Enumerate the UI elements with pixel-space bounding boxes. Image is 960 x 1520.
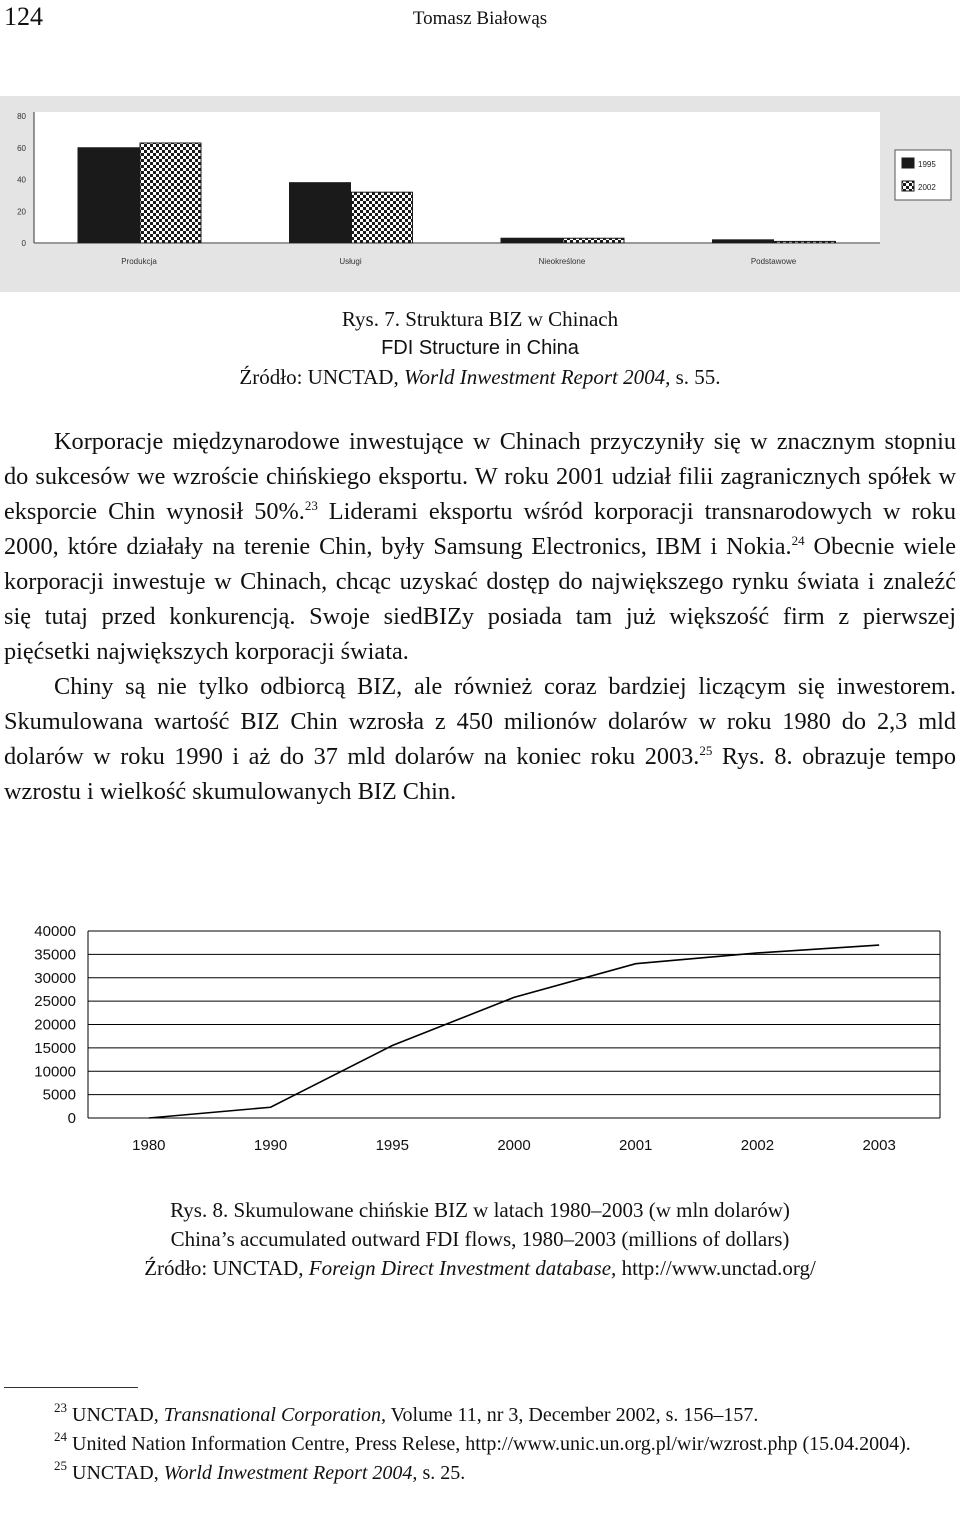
legend-swatch-2002 [902, 181, 914, 191]
y-tick-label: 0 [67, 1110, 76, 1127]
figure1-caption-en: FDI Structure in China [381, 337, 579, 359]
y-tick-label: 20000 [34, 1016, 76, 1034]
x-tick-label: 2000 [497, 1137, 531, 1154]
footnote-text: United Nation Information Centre, Press Relese, http://www.unic.un.org.pl/wir/wzrost.php (15.04.2004). [72, 1433, 911, 1455]
figure2-caption-pl: Rys. 8. Skumulowane chińskie BIZ w latach 1980–2003 (w mln dolarów) [170, 1198, 790, 1222]
y-tick-label: 40000 [34, 923, 76, 940]
x-tick-label: 1980 [132, 1137, 166, 1154]
footnote-text: UNCTAD, [72, 1404, 164, 1426]
x-category-label: Nieokreślone [538, 257, 586, 266]
footnote-separator [4, 1387, 138, 1388]
legend-swatch-1995 [902, 158, 914, 168]
footnote-25 [4, 1459, 956, 1488]
figure1-source-prefix: Źródło: UNCTAD, [239, 365, 404, 389]
figure2-source-suffix: http://www.unctad.org/ [616, 1256, 816, 1280]
x-tick-label: 2002 [740, 1137, 775, 1154]
bar-2002-0 [140, 143, 201, 243]
footnote-text-end: s. 25. [417, 1462, 466, 1484]
cumulative-fdi-series-line [149, 945, 879, 1118]
figure1-source [0, 363, 960, 392]
y-tick-label: 15000 [34, 1039, 76, 1057]
fdi-structure-bar-chart [0, 96, 960, 292]
figure2-caption-en: China’s accumulated outward FDI flows, 1980–2003 (millions of dollars) [170, 1227, 790, 1251]
footnote-italic: Transnational Corporation, [163, 1404, 387, 1426]
x-tick-label: 1990 [253, 1137, 288, 1154]
footnote-text: UNCTAD, [72, 1462, 164, 1484]
footnote-italic: World Inwestment Report 2004, [163, 1462, 418, 1484]
y-tick-label: 60 [17, 143, 26, 153]
page-number: 124 [4, 2, 43, 31]
paragraph-1 [4, 424, 956, 669]
bar-1995-3 [713, 240, 774, 243]
running-head [0, 8, 960, 30]
bar-2002-3 [775, 241, 836, 243]
footnote-ref-23: 23 [304, 498, 318, 513]
footnote-24 [4, 1430, 956, 1459]
footnote-number: 24 [54, 1429, 67, 1444]
bar-2002-2 [563, 238, 624, 243]
figure2-source [0, 1254, 960, 1283]
figure2-source-prefix: Źródło: UNCTAD, [144, 1256, 309, 1280]
footnote-number: 23 [54, 1400, 67, 1415]
x-category-label: Produkcja [121, 257, 157, 266]
bar-1995-2 [501, 238, 562, 243]
legend-label-2002: 2002 [918, 183, 936, 192]
y-tick-label: 40 [17, 175, 26, 185]
paragraph-1-part-c: Obecnie wiele korporacji inwestuje w Chinach, chcąc uzyskać dostęp do największego rynku świata i znaleźć się tutaj przed konkurencją. Swoje siedBIZy posiada tam już większość firm z pierwszej pięćsetki największych korporacji świata. [4, 533, 956, 665]
y-tick-label: 35000 [34, 946, 76, 964]
x-category-label: Podstawowe [750, 257, 797, 266]
figure1-caption-pl: Rys. 7. Struktura BIZ w Chinach [341, 307, 619, 331]
y-tick-label: 25000 [34, 993, 76, 1011]
x-category-label: Usługi [339, 257, 362, 266]
footnote-ref-24: 24 [791, 533, 805, 548]
y-tick-label: 0 [21, 239, 26, 248]
footnote-ref-25: 25 [699, 743, 713, 758]
figure2-source-title: Foreign Direct Investment database, [308, 1256, 617, 1280]
footnote-23 [4, 1401, 956, 1430]
paragraph-1-part-b: Liderami eksportu wśród korporacji transnarodowych w roku 2000, które działały na terenie Chin, były Samsung Electronics, IBM i Nokia. [4, 498, 956, 560]
cumulative-fdi-line-chart [0, 906, 960, 1166]
x-tick-label: 2001 [619, 1137, 653, 1154]
footnote-number: 25 [54, 1458, 67, 1473]
x-tick-label: 1995 [375, 1137, 409, 1154]
y-tick-label: 5000 [42, 1086, 76, 1104]
footnotes [4, 1401, 956, 1488]
figure1-source-suffix: s. 55. [670, 365, 721, 389]
bar-2002-1 [352, 192, 413, 243]
y-tick-label: 20 [17, 207, 26, 217]
y-tick-label: 80 [17, 112, 26, 121]
paragraph-2-part-b: Rys. 8. obrazuje tempo wzrostu i wielkość skumulowanych BIZ Chin. [4, 743, 956, 805]
bar-1995-0 [78, 148, 139, 243]
legend-label-1995: 1995 [918, 160, 936, 169]
y-tick-label: 30000 [34, 969, 76, 987]
body-text [4, 424, 956, 809]
paragraph-2-part-a: Chiny są nie tylko odbiorcą BIZ, ale również coraz bardziej liczącym się inwestorem. Skumulowana wartość BIZ Chin wzrosła z 450 milionów dolarów w roku 1980 do 2,3 mld dolarów w roku 1990 i aż do 37 mld dolarów na koniec roku 2003. [4, 673, 956, 770]
paragraph-2 [4, 669, 956, 809]
x-tick-label: 2003 [862, 1137, 896, 1154]
paragraph-1-part-a: Korporacje międzynarodowe inwestujące w Chinach przyczyniły się w znacznym stopniu do sukcesów we wzroście chińskiego eksportu. W roku 2001 udział filii zagranicznych spółek w eksporcie Chin wynosił 50%. [4, 428, 956, 525]
figure2-caption [0, 1196, 960, 1283]
footnote-text-end: Volume 11, nr 3, December 2002, s. 156–157. [386, 1404, 759, 1426]
figure1-caption [0, 305, 960, 392]
author-name: Tomasz Białowąs [412, 8, 548, 29]
y-tick-label: 10000 [34, 1063, 76, 1081]
bar-1995-1 [290, 183, 351, 243]
figure1-source-title: World Inwestment Report 2004, [403, 365, 671, 389]
